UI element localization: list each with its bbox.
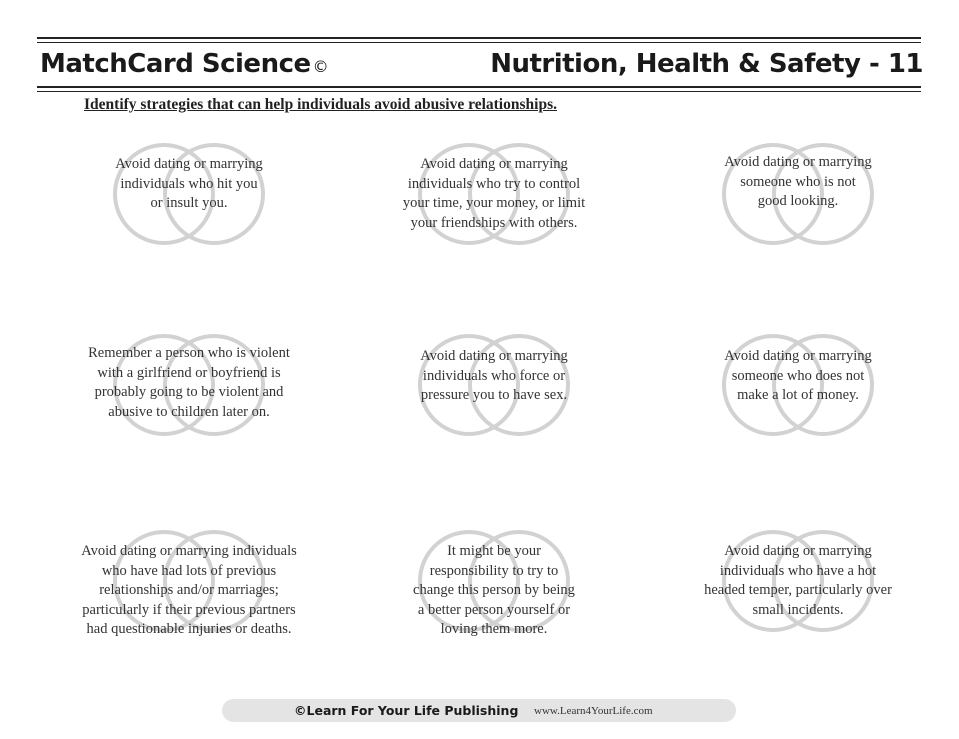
- card-text: It might be your responsibility to try to change this person by being a better person yourself or loving them more.: [413, 543, 575, 637]
- card-text: Avoid dating or marrying someone who is not good looking.: [724, 154, 872, 209]
- match-card-8: [374, 530, 614, 640]
- footer-bar: [222, 699, 736, 722]
- match-card-4: [69, 334, 309, 444]
- header-rule-top-thin: [37, 42, 921, 43]
- match-card-2: [374, 143, 614, 253]
- header-rule-top: [37, 37, 921, 39]
- card-text: Avoid dating or marrying individuals who have had lots of previous relationships and/or marriages; particularly if their previous partners had questionable injuries or deaths.: [81, 543, 297, 637]
- match-card-3: [678, 143, 918, 253]
- card-text: Avoid dating or marrying individuals who hit you or insult you.: [115, 156, 263, 211]
- card-text: Avoid dating or marrying someone who does not make a lot of money.: [724, 348, 872, 403]
- instruction-text: Identify strategies that can help individuals avoid abusive relationships.: [84, 96, 557, 113]
- match-card-7: [69, 530, 309, 640]
- header-title-text: MatchCard Science: [40, 49, 311, 79]
- card-text: Avoid dating or marrying individuals who force or pressure you to have sex.: [420, 348, 568, 403]
- header-rule-bottom-thin: [37, 91, 921, 92]
- match-card-6: [678, 334, 918, 444]
- header-rule-bottom: [37, 86, 921, 88]
- publisher-name: ©Learn For Your Life Publishing: [294, 703, 519, 718]
- match-card-1: [69, 143, 309, 253]
- match-card-9: [678, 530, 918, 640]
- header-subtitle: Nutrition, Health & Safety - 11: [490, 49, 923, 79]
- copyright-mark: ©: [312, 57, 329, 76]
- match-card-5: [374, 334, 614, 444]
- card-text: Avoid dating or marrying individuals who try to control your time, your money, or limit your friendships with others.: [402, 156, 586, 231]
- header-title: [40, 49, 328, 79]
- publisher-url: www.Learn4YourLife.com: [534, 705, 653, 717]
- card-text: Avoid dating or marrying individuals who have a hot headed temper, particularly over small incidents.: [704, 543, 892, 618]
- card-text: Remember a person who is violent with a girlfriend or boyfriend is probably going to be violent and abusive to children later on.: [88, 345, 290, 420]
